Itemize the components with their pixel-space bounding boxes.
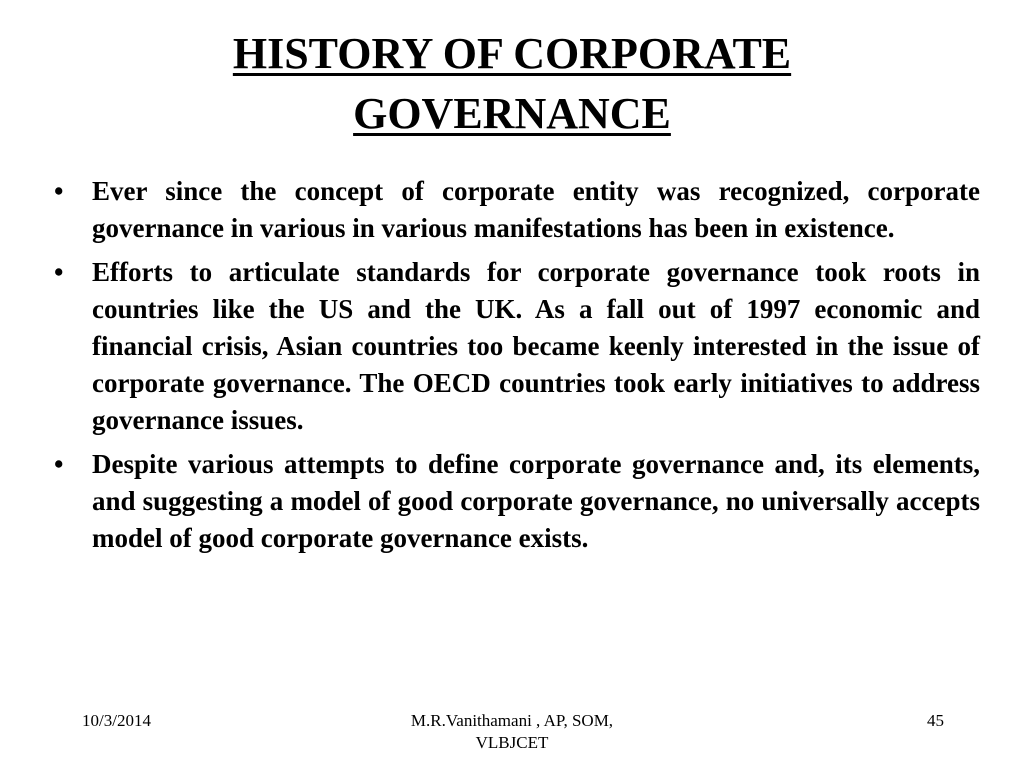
footer-author [372, 710, 652, 754]
bullet-text-2: Efforts to articulate standards for corporate governance took roots in countries like the US and the UK. As a fall out of 1997 economic and financial crisis, Asian countries too became keenly interested in the issue of corporate governance. The OECD countries took early initiatives to address governance issues. [92, 257, 980, 435]
bullet-item-1 [54, 173, 980, 247]
bullet-text-1: Ever since the concept of corporate entity was recognized, corporate governance in various in various manifestations has been in existence. [92, 176, 980, 243]
bullet-item-2 [54, 254, 980, 439]
slide-title-line-2: GOVERNANCE [353, 89, 671, 138]
bullet-icon: • [54, 449, 64, 479]
slide-title [100, 24, 924, 144]
footer-author-line-1: M.R.Vanithamani , AP, SOM, [410, 711, 614, 730]
footer-author-line-2: VLBJCET [475, 733, 549, 752]
bullet-icon: • [54, 257, 64, 287]
bullet-item-3 [54, 446, 980, 557]
bullet-text-3: Despite various attempts to define corporate governance and, its elements, and suggesting a model of good corporate governance, no universally accepts model of good corporate governance exists. [92, 449, 980, 553]
footer-date: 10/3/2014 [82, 711, 151, 730]
bullet-list [54, 173, 980, 564]
bullet-icon: • [54, 176, 64, 206]
slide-title-line-1: HISTORY OF CORPORATE [232, 29, 792, 78]
slide-number: 45 [927, 711, 944, 730]
